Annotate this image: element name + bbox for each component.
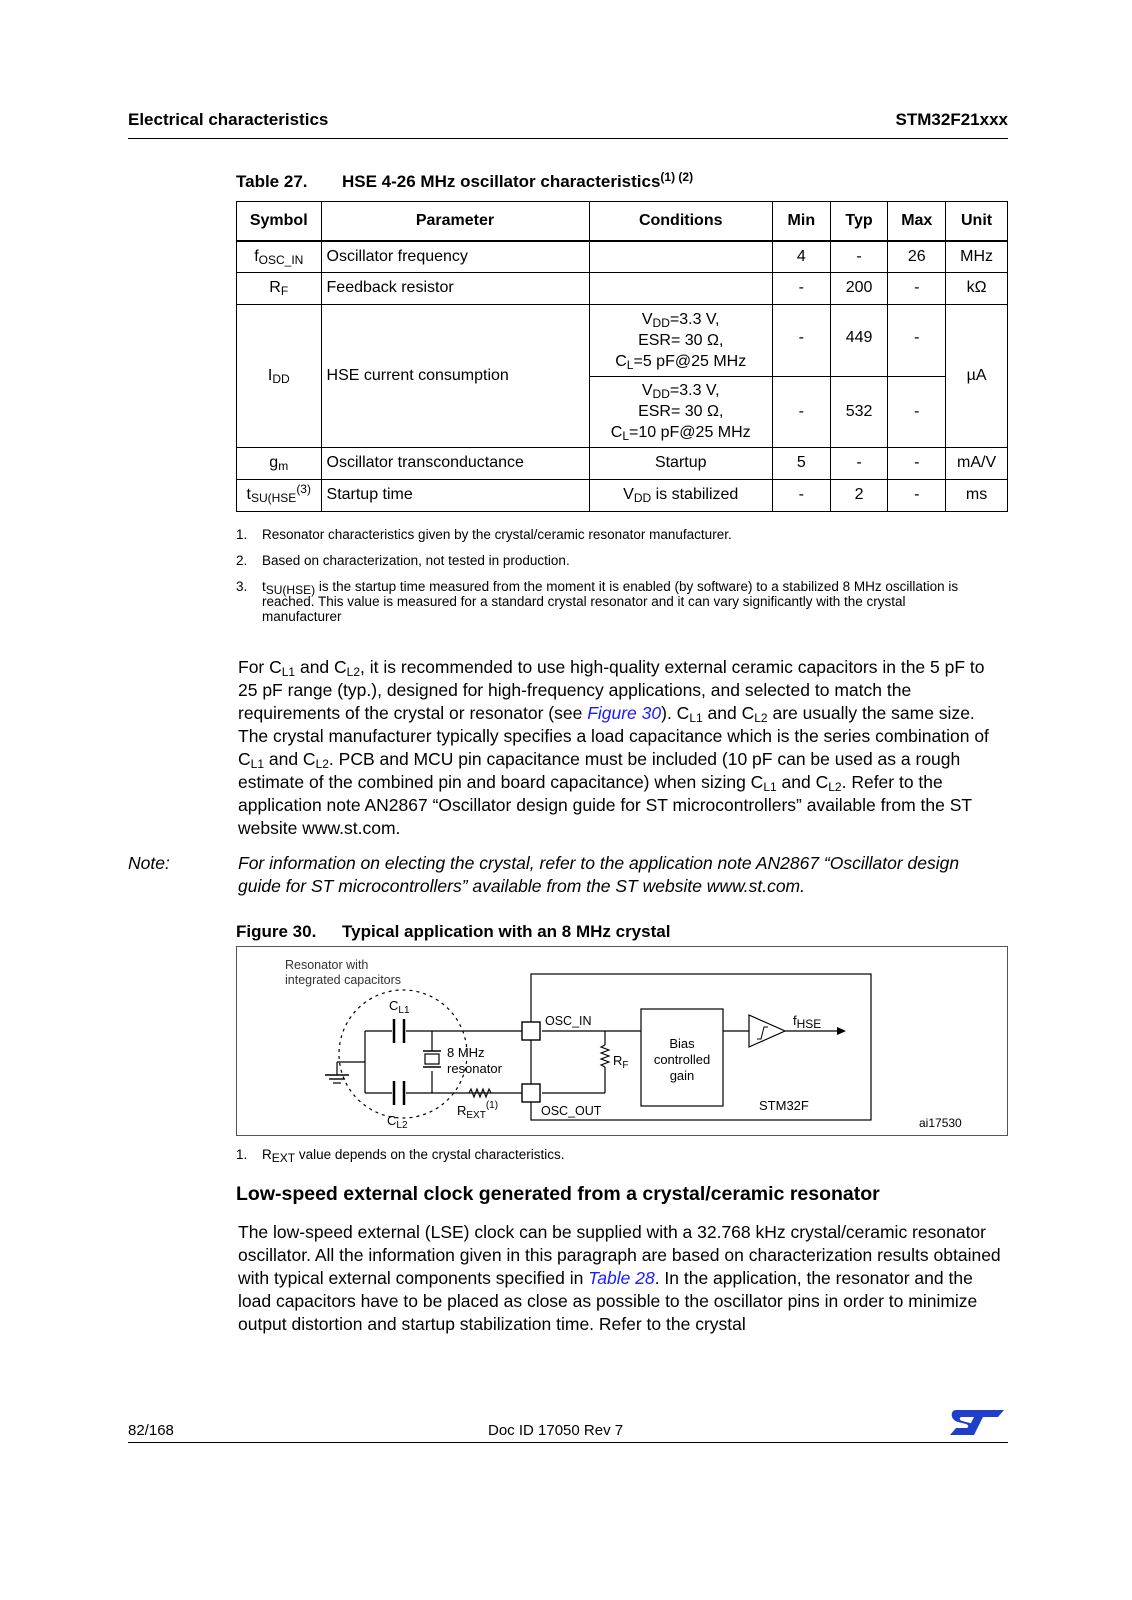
- resistor-rf-icon: [601, 1045, 609, 1067]
- unit-cell: MHz: [946, 241, 1008, 272]
- table-caption: [236, 172, 693, 192]
- table-row: [237, 272, 1008, 304]
- symbol-cell: $R_F$: [237, 272, 322, 304]
- rf-label: $R_F$: [613, 1053, 629, 1071]
- parameter-cell: Startup time: [321, 479, 589, 511]
- column-header: Symbol: [237, 202, 322, 242]
- table-row: [237, 241, 1008, 272]
- table-28-link[interactable]: Table 28: [588, 1268, 655, 1288]
- column-header: Min: [772, 202, 830, 242]
- table-title-refs: (1) (2): [660, 170, 694, 184]
- figure-30-link[interactable]: Figure 30: [587, 703, 662, 723]
- parameter-cell: Oscillator frequency: [321, 241, 589, 272]
- parameter-cell: Feedback resistor: [321, 272, 589, 304]
- fhse-label: fHSE: [793, 1013, 822, 1031]
- min-cell: -: [772, 376, 830, 447]
- typ-cell: 532: [830, 376, 888, 447]
- max-cell: -: [888, 447, 946, 479]
- parameter-cell: HSE current consumption: [321, 304, 589, 447]
- note-text: For information on electing the crystal, refer to the application note AN2867 “Oscillator design guide for ST microcontrollers” available from the ST website www.st.com.: [238, 853, 960, 896]
- crystal-label-line-1: 8 MHz: [447, 1045, 485, 1060]
- figure-30-diagram: [236, 946, 1008, 1136]
- typ-cell: 449: [830, 304, 888, 376]
- osc-out-pin: [522, 1084, 540, 1102]
- schmitt-buffer-icon: [749, 1015, 785, 1047]
- unit-cell: mA/V: [946, 447, 1008, 479]
- header-part: STM32F21xxx: [895, 110, 1008, 129]
- min-cell: 5: [772, 447, 830, 479]
- parameter-cell: Oscillator transconductance: [321, 447, 589, 479]
- unit-cell: ms: [946, 479, 1008, 511]
- table-row: [237, 304, 1008, 376]
- oscillator-circuit-svg: [237, 947, 1007, 1135]
- typ-cell: 200: [830, 272, 888, 304]
- bias-label-line-1: Bias: [669, 1036, 695, 1051]
- min-cell: -: [772, 272, 830, 304]
- typ-cell: 2: [830, 479, 888, 511]
- typ-cell: -: [830, 241, 888, 272]
- column-header: Conditions: [589, 202, 772, 242]
- unit-cell: kΩ: [946, 272, 1008, 304]
- table-title: HSE 4-26 MHz oscillator characteristics: [342, 172, 661, 191]
- figure-id: ai17530: [919, 1116, 962, 1130]
- section-heading: Low-speed external clock generated from a crystal/ceramic resonator: [236, 1183, 880, 1205]
- figure-footnote: 1. $R_{EXT}$ value depends on the crystal characteristics.: [236, 1147, 565, 1165]
- cl2-label: $C_{L2}$: [387, 1113, 408, 1131]
- figure-caption: Figure 30. Typical application with an 8 MHz crystal: [236, 922, 671, 941]
- body-paragraph: The low-speed external (LSE) clock can be supplied with a 32.768 kHz crystal/ceramic resonator oscillator. All the information given in this paragraph are based on characterization results obtained with typical external components specified in Table 28. In the application, the resonator and the load capacitors have to be placed as close as possible to the oscillator pins in order to minimize output distortion and startup stabilization time. Refer to the crystal: [238, 1222, 1001, 1334]
- column-header: Max: [888, 202, 946, 242]
- page-number: 82/168: [128, 1422, 174, 1439]
- conditions-cell: $V_{DD}=3.3$ V, ESR= 30 Ω, $C_L=10$ pF@25 MHz: [589, 376, 772, 447]
- conditions-cell: [589, 241, 772, 272]
- note-label: Note:: [128, 853, 170, 873]
- osc-in-pin: [522, 1022, 540, 1040]
- symbol-cell: $t_{SU(HSE}^{(3)}$: [237, 479, 322, 511]
- table-footnote: 3. $t_{SU(HSE)}$ is the startup time measured from the moment it is enabled (by software) to a stabilized 8 MHz oscillation is reached. This value is measured for a standard crystal resonator and it can vary significantly with the crystal manufacturer: [236, 579, 959, 624]
- resonator-label-line-2: integrated capacitors: [285, 973, 402, 987]
- max-cell: -: [888, 304, 946, 376]
- min-cell: 4: [772, 241, 830, 272]
- table-row: [237, 479, 1008, 511]
- max-cell: -: [888, 376, 946, 447]
- conditions-cell: [589, 272, 772, 304]
- table-number: Table 27.: [236, 172, 308, 191]
- table-row: [237, 447, 1008, 479]
- min-cell: -: [772, 304, 830, 376]
- column-header: Typ: [830, 202, 888, 242]
- st-logo-icon: [948, 1408, 1006, 1436]
- max-cell: 26: [888, 241, 946, 272]
- conditions-cell: $V_{DD}$ is stabilized: [589, 479, 772, 511]
- rext-label: $R_{EXT}^{(1)}$: [457, 1100, 499, 1121]
- bias-label-line-2: controlled: [653, 1052, 711, 1067]
- unit-cell: µA: [946, 304, 1008, 447]
- symbol-cell: $f_{OSC\_IN}$: [237, 241, 322, 272]
- max-cell: -: [888, 272, 946, 304]
- column-header: Unit: [946, 202, 1008, 242]
- table-footnote: 1. Resonator characteristics given by the crystal/ceramic resonator manufacturer.: [236, 527, 732, 542]
- cl1-label: $C_{L1}$: [389, 998, 410, 1016]
- conditions-cell: Startup: [589, 447, 772, 479]
- osc-out-label: OSC_OUT: [541, 1104, 602, 1118]
- symbol-cell: $g_m$: [237, 447, 322, 479]
- hse-characteristics-table: [236, 201, 1008, 512]
- typ-cell: -: [830, 447, 888, 479]
- osc-in-label: OSC_IN: [545, 1014, 592, 1028]
- min-cell: -: [772, 479, 830, 511]
- max-cell: -: [888, 479, 946, 511]
- chip-outline: [531, 974, 871, 1120]
- conditions-cell: $V_{DD}=3.3$ V, ESR= 30 Ω, $C_L=5$ pF@25 MHz: [589, 304, 772, 376]
- symbol-cell: $I_{DD}$: [237, 304, 322, 447]
- table-header-row: [237, 202, 1008, 242]
- footer-rule: [128, 1442, 1008, 1443]
- header-rule: [128, 138, 1008, 139]
- output-arrow-icon: [837, 1027, 846, 1035]
- column-header: Parameter: [321, 202, 589, 242]
- chip-label: STM32F: [759, 1098, 809, 1113]
- doc-id: Doc ID 17050 Rev 7: [488, 1422, 624, 1439]
- table-footnote: 2. Based on characterization, not tested in production.: [236, 553, 570, 568]
- header-section: Electrical characteristics: [128, 110, 329, 129]
- bias-label-line-3: gain: [669, 1068, 695, 1083]
- body-paragraph: For $C_{L1}$ and $C_{L2}$, it is recommended to use high-quality external ceramic capacitors in the 5 pF to 25 pF range (typ.), designed for high-frequency applications, and selected to match the requirements of the crystal or resonator (see Figure 30). $C_{L1}$ and $C_{L2}$ are usually the same size. The crystal manufacturer typically specifies a load capacitance which is the series combination of $C_{L1}$ and $C_{L2}$. PCB and MCU pin capacitance must be included (10 pF can be used as a rough estimate of the combined pin and board capacitance) when sizing $C_{L1}$ and $C_{L2}$. Refer to the application note AN2867 “Oscillator design guide for ST microcontrollers” available from the ST website www.st.com.: [238, 657, 989, 838]
- resonator-label-line-1: Resonator with: [285, 958, 369, 972]
- crystal-label-line-2: resonator: [447, 1061, 502, 1076]
